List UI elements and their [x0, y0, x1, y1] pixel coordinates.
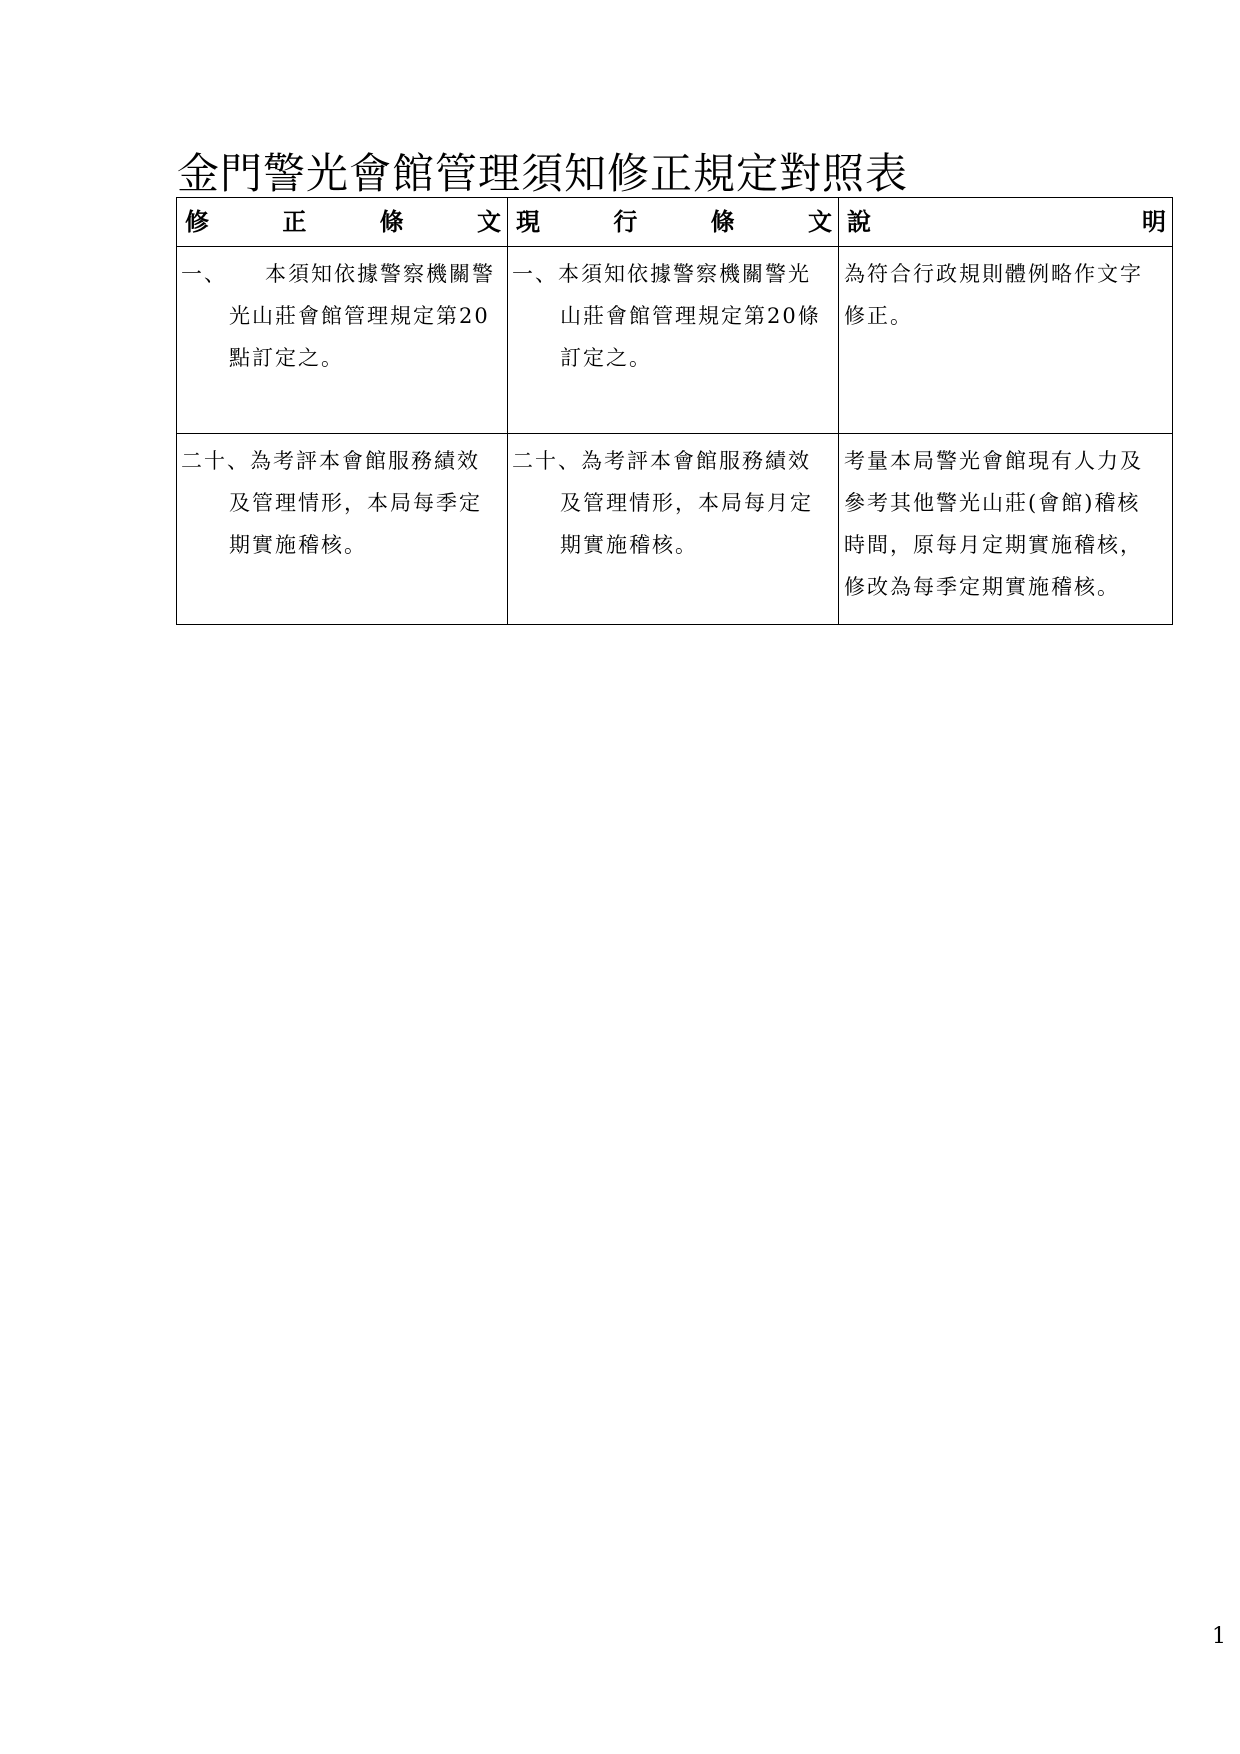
current-provision-cell: [508, 434, 839, 625]
revised-provision-cell: [177, 434, 508, 625]
provision-text: 本須知依據警察機關警: [265, 262, 495, 286]
provision-text: 點訂定之。: [229, 346, 344, 370]
header-char: 說: [847, 208, 871, 236]
explanation-text: 修改為每季定期實施稽核。: [844, 575, 1120, 599]
explanation-cell: [839, 247, 1173, 434]
provision-text: 山莊會館管理規定第20條: [560, 304, 821, 328]
provision-text: 期實施稽核。: [560, 533, 698, 557]
item-number: 一、: [181, 262, 227, 286]
provision-text: 期實施稽核。: [229, 533, 367, 557]
revised-provision-cell: [177, 247, 508, 434]
header-revised-provisions: [177, 198, 508, 247]
provision-text: 為考評本會館服務績效: [250, 449, 480, 473]
table-row: [177, 434, 1173, 625]
header-char: 文: [476, 208, 501, 236]
header-explanation: [839, 198, 1173, 247]
item-number: 一、: [512, 262, 558, 286]
provision-text: 訂定之。: [560, 346, 652, 370]
explanation-text: 參考其他警光山莊(會館)稽核: [844, 491, 1141, 515]
explanation-text: 為符合行政規則體例略作文字: [844, 262, 1143, 286]
provision-text: 為考評本會館服務績效: [581, 449, 811, 473]
header-char: 正: [282, 208, 307, 236]
provision-first-line: [508, 440, 838, 482]
header-char: 現: [516, 208, 540, 236]
explanation-text: 時間，原每月定期實施稽核，: [844, 533, 1143, 557]
provision-text: 及管理情形，本局每季定: [229, 491, 482, 515]
page-number: 1: [1212, 1624, 1226, 1649]
explanation-text: 考量本局警光會館現有人力及: [844, 449, 1143, 473]
current-provision-cell: [508, 247, 839, 434]
header-char: 條: [379, 208, 404, 236]
header-current-provisions: [508, 198, 839, 247]
header-char: 明: [1142, 208, 1166, 236]
provision-text: 及管理情形，本局每月定: [560, 491, 813, 515]
header-char: 行: [613, 208, 638, 236]
provision-text: 本須知依據警察機關警光: [558, 262, 811, 286]
item-number: 二十、: [181, 449, 250, 473]
comparison-table: [176, 197, 1173, 625]
item-number: 二十、: [512, 449, 581, 473]
document-title: 金門警光會館管理須知修正規定對照表: [177, 149, 909, 198]
provision-first-line: [508, 253, 838, 295]
table-header-row: [177, 198, 1173, 247]
explanation-text: 修正。: [844, 304, 913, 328]
table-row: [177, 247, 1173, 434]
explanation-cell: [839, 434, 1173, 625]
provision-text: 光山莊會館管理規定第20: [229, 304, 490, 328]
provision-first-line: [177, 440, 507, 482]
provision-first-line: [177, 253, 507, 295]
header-char: 條: [710, 208, 735, 236]
header-char: 修: [185, 208, 209, 236]
header-char: 文: [807, 208, 832, 236]
